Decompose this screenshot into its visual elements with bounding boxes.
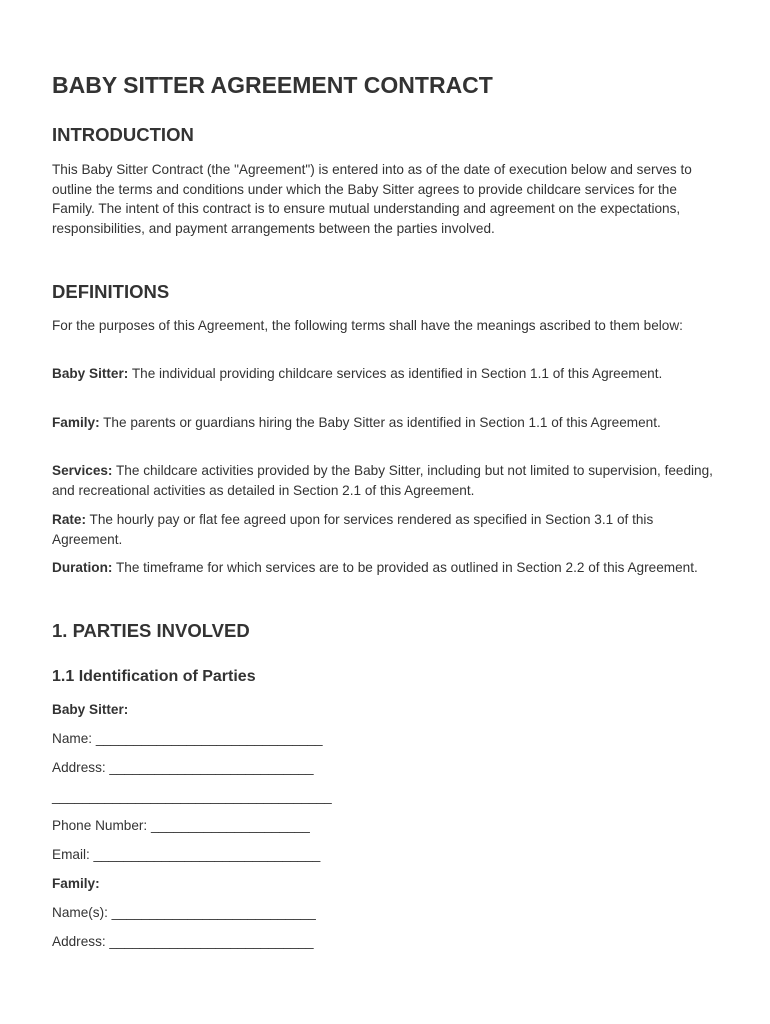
- sitter-address-field[interactable]: Address: ___________________________: [52, 760, 314, 775]
- definition-term: Family:: [52, 415, 100, 430]
- identification-subheading: 1.1 Identification of Parties: [52, 668, 256, 685]
- definition-text: The hourly pay or flat fee agreed upon for services rendered as specified in Section 3.1 of this Agreement.: [52, 512, 654, 547]
- definition-term: Services:: [52, 463, 113, 478]
- introduction-heading: INTRODUCTION: [52, 124, 194, 145]
- definition-duration: [52, 558, 720, 578]
- definition-text: The parents or guardians hiring the Baby Sitter as identified in Section 1.1 of this Agreement.: [99, 415, 661, 430]
- document-title: BABY SITTER AGREEMENT CONTRACT: [52, 72, 493, 98]
- definition-text: The individual providing childcare services as identified in Section 1.1 of this Agreement.: [128, 366, 663, 381]
- introduction-paragraph: This Baby Sitter Contract (the "Agreement") is entered into as of the date of execution below and serves to outline the terms and conditions under which the Baby Sitter agrees to provide childcare services for the Family. The intent of this contract is to ensure mutual understanding and agreement on the expectations, responsibilities, and payment arrangements between the parties involved.: [52, 162, 692, 236]
- definition-term: Baby Sitter:: [52, 366, 129, 381]
- parties-heading: 1. PARTIES INVOLVED: [52, 620, 250, 641]
- definition-term: Rate:: [52, 512, 86, 527]
- sitter-phone-field[interactable]: Phone Number: _____________________: [52, 818, 310, 833]
- definition-family: [52, 413, 720, 433]
- sitter-email-field[interactable]: Email: ______________________________: [52, 847, 321, 862]
- baby-sitter-label: Baby Sitter:: [52, 702, 129, 717]
- definition-text: The timeframe for which services are to be provided as outlined in Section 2.2 of this Agreement.: [112, 560, 698, 575]
- definition-term: Duration:: [52, 560, 113, 575]
- definition-baby-sitter: [52, 364, 720, 384]
- family-label: Family:: [52, 876, 100, 891]
- definitions-heading: DEFINITIONS: [52, 281, 170, 302]
- sitter-name-field[interactable]: Name: ______________________________: [52, 731, 323, 746]
- definition-services: [52, 461, 720, 500]
- sitter-address-line2-field[interactable]: _____________________________________: [52, 789, 332, 804]
- family-address-field[interactable]: Address: ___________________________: [52, 934, 314, 949]
- definition-rate: [52, 510, 720, 549]
- family-names-field[interactable]: Name(s): ___________________________: [52, 905, 316, 920]
- definition-text: The childcare activities provided by the Baby Sitter, including but not limited to supervision, feeding, and recreational activities as detailed in Section 2.1 of this Agreement.: [52, 463, 713, 498]
- definitions-intro: For the purposes of this Agreement, the following terms shall have the meanings ascribed to them below:: [52, 318, 683, 333]
